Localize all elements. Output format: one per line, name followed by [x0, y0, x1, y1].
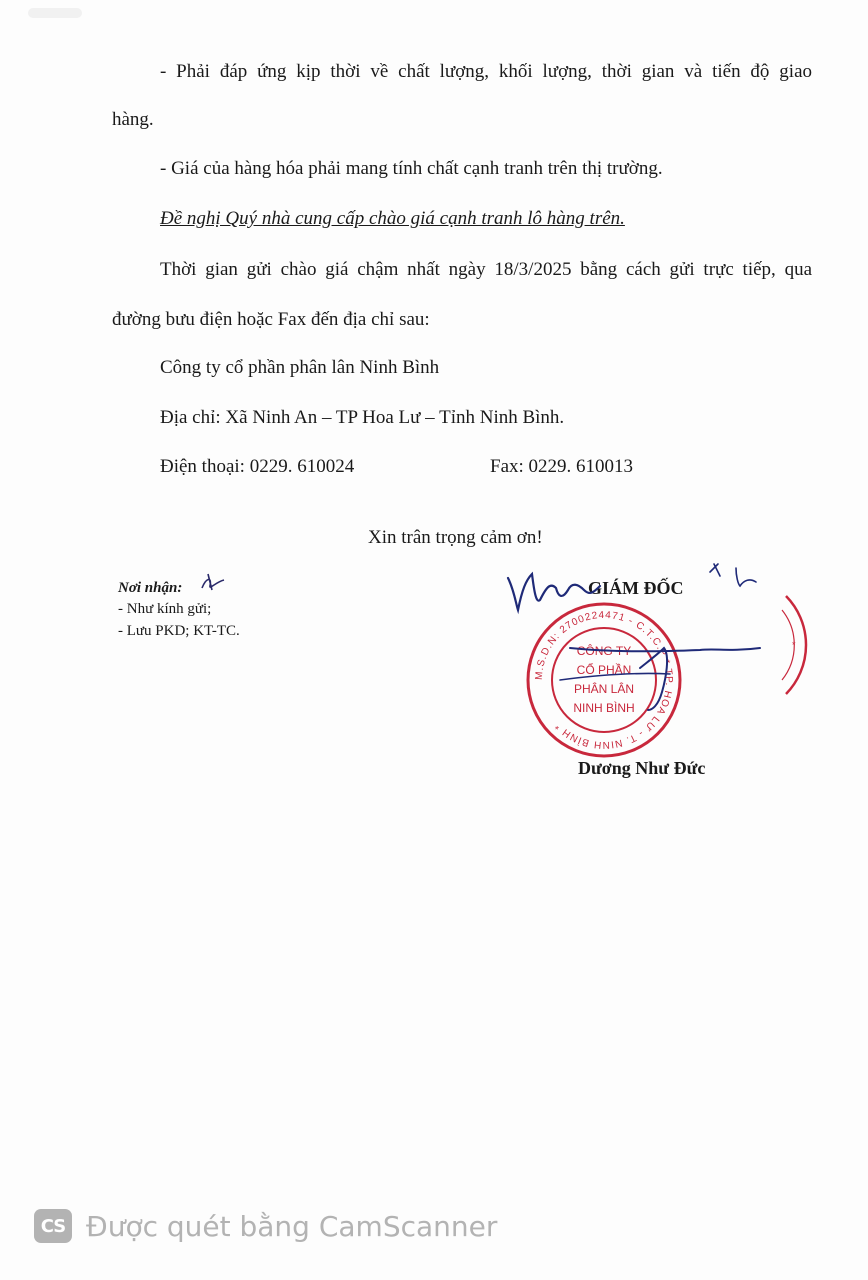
- deadline-line-1: Thời gian gửi chào giá chậm nhất ngày 18/3/2025 bằng cách gửi trực tiếp, qua: [160, 259, 812, 280]
- company-address: Địa chỉ: Xã Ninh An – TP Hoa Lư – Tỉnh Ninh Bình.: [160, 407, 565, 428]
- deadline-line-2: đường bưu điện hoặc Fax đến địa chỉ sau:: [112, 309, 430, 330]
- company-name: Công ty cổ phần phân lân Ninh Bình: [160, 357, 440, 378]
- recipients-heading: Nơi nhận:: [118, 580, 183, 596]
- closing-thanks: Xin trân trọng cảm ơn!: [368, 527, 543, 548]
- company-phone: Điện thoại: 0229. 610024: [160, 456, 355, 477]
- svg-text:*: *: [792, 640, 796, 650]
- seal-line-4: NINH BÌNH: [573, 701, 635, 715]
- seal-ring-text: M.S.D.N: 2700224471 - C.T.C.P * TP. HOA LƯ - T. NINH BÌNH *: [533, 609, 675, 751]
- request-sentence: Đề nghị Quý nhà cung cấp chào giá cạnh tranh lô hàng trên.: [160, 208, 625, 229]
- recipient-item-1: - Như kính gửi;: [118, 601, 212, 617]
- scan-smudge: [28, 8, 82, 18]
- camscanner-watermark: [34, 1206, 497, 1246]
- seal-line-1: CÔNG TY: [576, 644, 632, 658]
- requirement-line-1: - Phải đáp ứng kịp thời về chất lượng, khối lượng, thời gian và tiến độ giao: [160, 61, 812, 82]
- requirement-line-2: - Giá của hàng hóa phải mang tính chất cạnh tranh trên thị trường.: [160, 158, 663, 179]
- signer-title: GIÁM ĐỐC: [588, 578, 684, 598]
- seal-line-2: CỔ PHẦN: [576, 663, 632, 677]
- partial-seal-edge: [780, 590, 820, 700]
- requirement-line-1-cont: hàng.: [112, 109, 154, 130]
- camscanner-text: Được quét bằng CamScanner: [86, 1209, 498, 1243]
- seal-line-3: PHÂN LÂN: [573, 682, 635, 696]
- signer-name: Dương Như Đức: [578, 758, 706, 778]
- company-fax: Fax: 0229. 610013: [490, 456, 634, 477]
- recipient-item-2: - Lưu PKD; KT-TC.: [118, 623, 240, 639]
- handwritten-signature: [500, 560, 780, 720]
- camscanner-icon: CS: [34, 1209, 72, 1243]
- initial-mark: [198, 570, 228, 594]
